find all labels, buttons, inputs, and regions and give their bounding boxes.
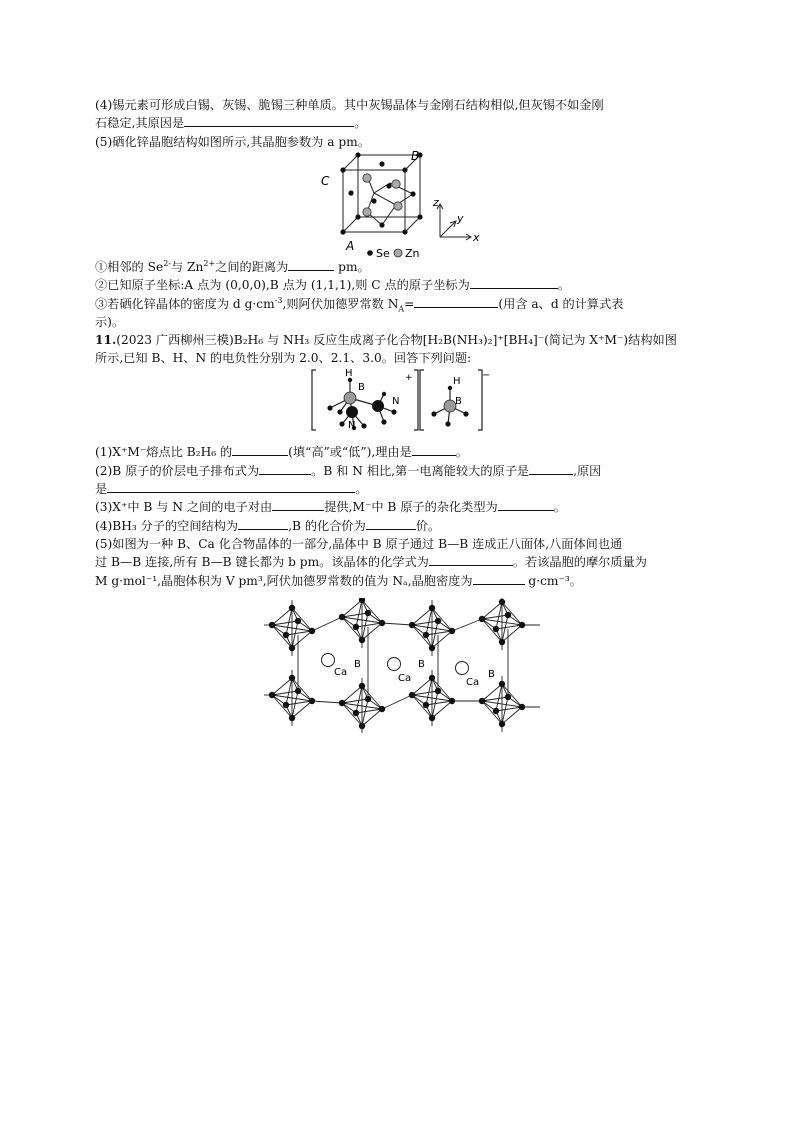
boron-atom bbox=[493, 626, 499, 632]
answer-blank[interactable] bbox=[272, 498, 324, 511]
boron-atom bbox=[423, 702, 429, 708]
q10-sub3-line2: 示)。 bbox=[95, 315, 125, 329]
svg-text:x: x bbox=[473, 231, 480, 244]
label-ca-1: Ca bbox=[334, 667, 348, 678]
svg-text:B: B bbox=[358, 382, 365, 393]
boron-atom bbox=[449, 698, 455, 704]
boron-atom bbox=[379, 620, 385, 626]
boron-atom bbox=[493, 708, 499, 714]
q10-sub3: ③若硒化锌晶体的密度为 d $g\cdot cm^{-3}$,则阿伏加德罗常数 $N_A=$ (用含 a、d 的计算式表 bbox=[95, 295, 624, 314]
boron-atom bbox=[289, 645, 295, 651]
boron-atom bbox=[499, 681, 505, 687]
answer-blank[interactable] bbox=[498, 498, 554, 511]
boron-atom bbox=[309, 698, 315, 704]
svg-text:y: y bbox=[457, 212, 464, 225]
svg-text:N: N bbox=[348, 420, 356, 431]
q10-part5-line1: (5)硒化锌晶胞结构如图所示,其晶胞参数为 a pm。 bbox=[95, 135, 370, 149]
label-ca-2: Ca bbox=[398, 673, 412, 684]
calcium-atom bbox=[388, 658, 401, 671]
calcium-atom bbox=[456, 662, 469, 675]
label-c: C bbox=[321, 174, 330, 188]
boron-atom bbox=[409, 622, 415, 628]
label-b-1: B bbox=[354, 659, 361, 670]
answer-blank[interactable] bbox=[184, 114, 354, 127]
boron-atom bbox=[379, 706, 385, 712]
boron-atom bbox=[359, 637, 365, 643]
boron-atom bbox=[519, 704, 525, 710]
svg-text:z: z bbox=[433, 196, 439, 209]
boron-atom bbox=[365, 696, 371, 702]
boron-atom bbox=[283, 702, 289, 708]
svg-text:+: + bbox=[405, 373, 413, 383]
boron-atom bbox=[435, 618, 441, 624]
legend-zn: Zn bbox=[405, 247, 420, 258]
boron-atom bbox=[295, 688, 301, 694]
znse-unit-cell-figure bbox=[318, 150, 488, 258]
answer-blank[interactable] bbox=[232, 443, 288, 456]
q11-part5-line3: M g·mol⁻¹,晶胞体积为 V pm³,阿伏加德罗常数的值为 Nₐ,晶胞密度为 g·cm⁻³。 bbox=[95, 574, 582, 588]
boron-atom bbox=[359, 683, 365, 689]
boron-atom bbox=[505, 612, 511, 618]
boron-atom bbox=[269, 622, 275, 628]
boron-atom bbox=[295, 618, 301, 624]
svg-text:B: B bbox=[455, 396, 462, 407]
answer-blank[interactable] bbox=[412, 443, 456, 456]
question-number: 11. bbox=[95, 333, 117, 347]
q10-sub2: ②已知原子坐标:A 点为 (0,0,0),B 点为 (1,1,1),则 C 点的原子坐标为 。 bbox=[95, 278, 570, 292]
boron-atom bbox=[429, 645, 435, 651]
boron-atom bbox=[449, 628, 455, 634]
boron-atom bbox=[479, 616, 485, 622]
boron-atom bbox=[269, 692, 275, 698]
cab6-crystal-figure bbox=[262, 598, 542, 733]
boron-atom bbox=[499, 639, 505, 645]
q11-part5-line2: 过 B—B 连接,所有 B—B 键长都为 b pm。该晶体的化学式为 。若该晶胞的摩尔质量为 bbox=[95, 555, 647, 569]
q11-part2-line1: (2)B 原子的价层电子排布式为 。B 和 N 相比,第一电离能较大的原子是 ,原因 bbox=[95, 464, 602, 478]
boron-atom bbox=[499, 599, 505, 605]
q11-part1: (1)X⁺M⁻熔点比 B₂H₆ 的 (填“高”或“低”),理由是 。 bbox=[95, 445, 468, 459]
boron-atom bbox=[435, 688, 441, 694]
answer-blank[interactable] bbox=[470, 276, 558, 289]
svg-text:−: − bbox=[482, 370, 490, 381]
boron-atom bbox=[339, 614, 345, 620]
q11-part3: (3)X⁺中 B 与 N 之间的电子对由 提供,M⁻中 B 原子的杂化类型为 。 bbox=[95, 500, 566, 514]
boron-atom bbox=[365, 610, 371, 616]
q11-intro-line1: 11.(2023 广西柳州三模)B₂H₆ 与 NH₃ 反应生成离子化合物[H₂B(NH₃)₂]⁺[BH₄]⁻(简记为 X⁺M⁻)结构如图 bbox=[95, 333, 677, 347]
boron-atom bbox=[479, 698, 485, 704]
ion-structure-figure bbox=[310, 368, 490, 434]
boron-atom bbox=[423, 632, 429, 638]
boron-atom bbox=[429, 605, 435, 611]
answer-blank[interactable] bbox=[366, 517, 416, 530]
boron-atom bbox=[429, 715, 435, 721]
svg-text:N: N bbox=[392, 396, 400, 407]
q10-part4-line1: (4)锡元素可形成白锡、灰锡、脆锡三种单质。其中灰锡晶体与金刚石结构相似,但灰锡不如金刚 bbox=[95, 98, 604, 112]
label-b-3: B bbox=[488, 669, 495, 680]
answer-blank[interactable] bbox=[259, 462, 311, 475]
boron-atom bbox=[289, 715, 295, 721]
q11-part2-line2: 是 。 bbox=[95, 482, 368, 496]
answer-blank[interactable] bbox=[529, 462, 573, 475]
boron-atom bbox=[505, 694, 511, 700]
svg-text:H: H bbox=[345, 368, 353, 379]
boron-atom bbox=[359, 723, 365, 729]
answer-blank[interactable] bbox=[414, 295, 498, 308]
q11-part4: (4)BH₃ 分子的空间结构为 ,B 的化合价为 价。 bbox=[95, 519, 441, 533]
answer-blank[interactable] bbox=[107, 480, 355, 493]
label-b: B bbox=[411, 150, 420, 163]
boron-atom bbox=[429, 675, 435, 681]
label-b-2: B bbox=[418, 659, 425, 670]
label-ca-3: Ca bbox=[466, 677, 480, 688]
q11-part5-line1: (5)如图为一种 B、Ca 化合物晶体的一部分,晶体中 B 原子通过 B—B 连成正八面体,八面体间也通 bbox=[95, 537, 623, 551]
q11-intro-line2: 所示,已知 B、H、N 的电负性分别为 2.0、2.1、3.0。回答下列问题: bbox=[95, 351, 472, 365]
answer-blank[interactable] bbox=[238, 517, 288, 530]
answer-blank[interactable] bbox=[288, 258, 334, 271]
q10-part4-line2: 石稳定,其原因是 。 bbox=[95, 116, 367, 130]
label-a: A bbox=[346, 239, 355, 253]
answer-blank[interactable] bbox=[429, 553, 513, 566]
boron-atom bbox=[519, 622, 525, 628]
boron-atom bbox=[353, 710, 359, 716]
calcium-atom bbox=[322, 654, 335, 667]
svg-text:H: H bbox=[453, 376, 461, 387]
boron-atom bbox=[339, 700, 345, 706]
boron-atom bbox=[499, 721, 505, 727]
boron-atom bbox=[283, 632, 289, 638]
boron-atom bbox=[289, 675, 295, 681]
answer-blank[interactable] bbox=[473, 572, 525, 585]
boron-atom bbox=[289, 605, 295, 611]
boron-atom bbox=[409, 692, 415, 698]
legend-se: Se bbox=[376, 247, 390, 258]
boron-atom bbox=[353, 624, 359, 630]
boron-atom bbox=[309, 628, 315, 634]
q10-sub1: ①相邻的 $Se^{2-}$与 $Zn^{2+}$之间的距离为 pm。 bbox=[95, 258, 370, 274]
